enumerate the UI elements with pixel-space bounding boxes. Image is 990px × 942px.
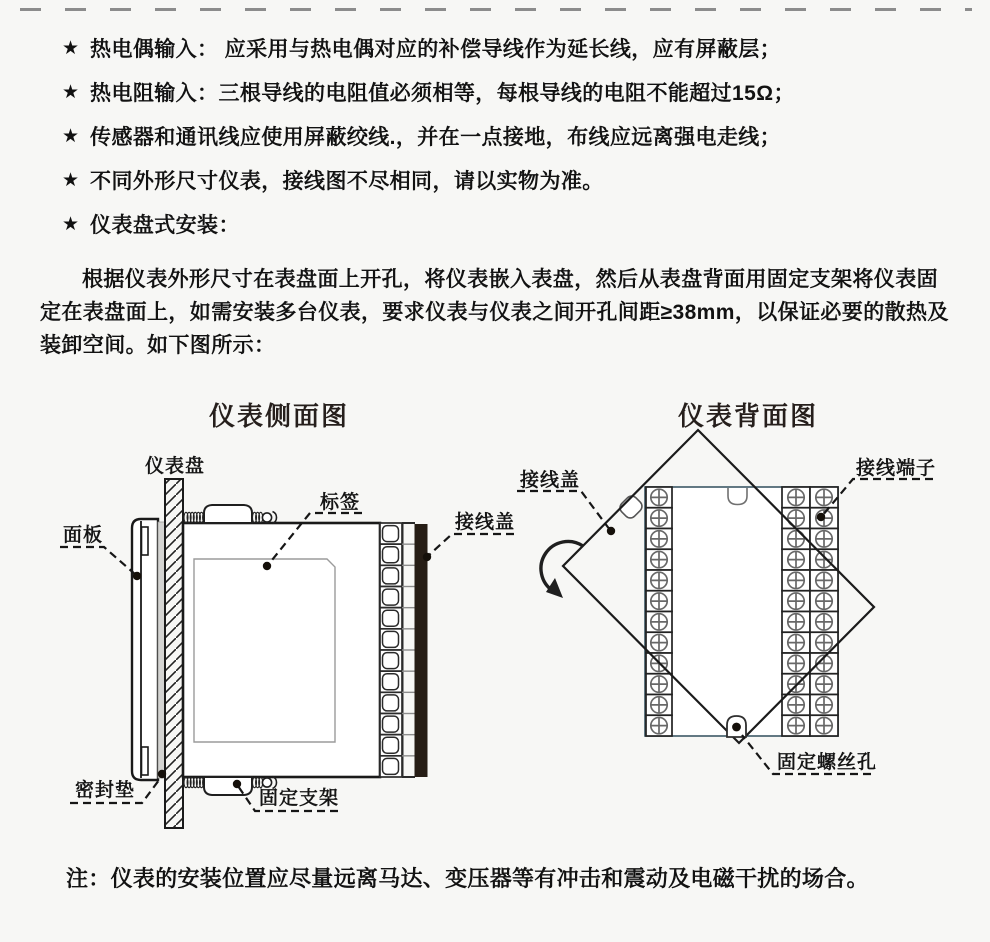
bullet-list <box>62 26 960 246</box>
back-view-title: 仪表背面图 <box>678 402 819 432</box>
installation-paragraph: 根据仪表外形尺寸在表盘面上开孔，将仪表嵌入表盘，然后从表盘背面用固定支架将仪表固定在表盘面上，如需安装多台仪表，要求仪表与仪表之间开孔间距≥38mm，以保证必要的散热及装卸空间。如下图所示： <box>40 268 949 357</box>
sticker-outline <box>194 559 335 742</box>
fixing-bracket-top <box>184 505 277 524</box>
mounting-panel-wall <box>165 479 183 828</box>
label-terminal-cover-back: 接线盖 <box>520 470 581 491</box>
rotation-arrow-icon <box>541 541 583 598</box>
label-terminal-block: 接线端子 <box>856 458 937 479</box>
bullet-item <box>62 158 960 202</box>
label-fixing-bracket: 固定支架 <box>259 788 340 809</box>
front-panel-bezel <box>132 519 158 780</box>
back-view-diagram <box>517 430 936 774</box>
label-front-panel: 面板 <box>63 525 104 546</box>
label-terminal-cover-side: 接线盖 <box>455 512 516 533</box>
bullet-text: 热电阻输入：三根导线的电阻值必须相等，每根导线的电阻不能超过15Ω； <box>90 82 795 105</box>
label-sticker: 标签 <box>320 492 361 513</box>
terminal-ladder <box>402 523 415 777</box>
bullet-item <box>62 202 960 246</box>
label-fixing-screw-hole: 固定螺丝孔 <box>777 752 878 773</box>
bottom-note: 注：仪表的安装位置应尽量远离马达、变压器等有冲击和震动及电磁干扰的场合。 <box>66 866 869 891</box>
label-seal-gasket: 密封垫 <box>75 780 136 801</box>
bullet-text: 仪表盘式安装： <box>90 214 240 237</box>
bullet-item <box>62 26 960 70</box>
bullet-text: 热电偶输入： 应采用与热电偶对应的补偿导线作为延长线，应有屏蔽层； <box>90 38 782 61</box>
bullet-text: 传感器和通讯线应使用屏蔽绞线.，并在一点接地，布线应远离强电走线； <box>90 126 782 149</box>
side-view-title: 仪表侧面图 <box>209 402 350 432</box>
side-view-diagram <box>60 454 515 828</box>
star-icon: ★ <box>62 37 80 59</box>
top-dashed-divider <box>20 8 972 11</box>
star-icon: ★ <box>62 213 80 235</box>
label-panel-board: 仪表盘 <box>145 456 206 477</box>
terminal-comb <box>380 523 402 777</box>
bullet-item <box>62 114 960 158</box>
seal-gasket <box>158 522 165 778</box>
star-icon: ★ <box>62 169 80 191</box>
top-notch <box>728 488 747 505</box>
star-icon: ★ <box>62 81 80 103</box>
bullet-item <box>62 70 960 114</box>
installation-diagrams <box>0 385 990 835</box>
bullet-text: 不同外形尺寸仪表，接线图不尽相同，请以实物为准。 <box>90 170 604 193</box>
star-icon: ★ <box>62 125 80 147</box>
terminal-cover-bar <box>415 524 428 777</box>
